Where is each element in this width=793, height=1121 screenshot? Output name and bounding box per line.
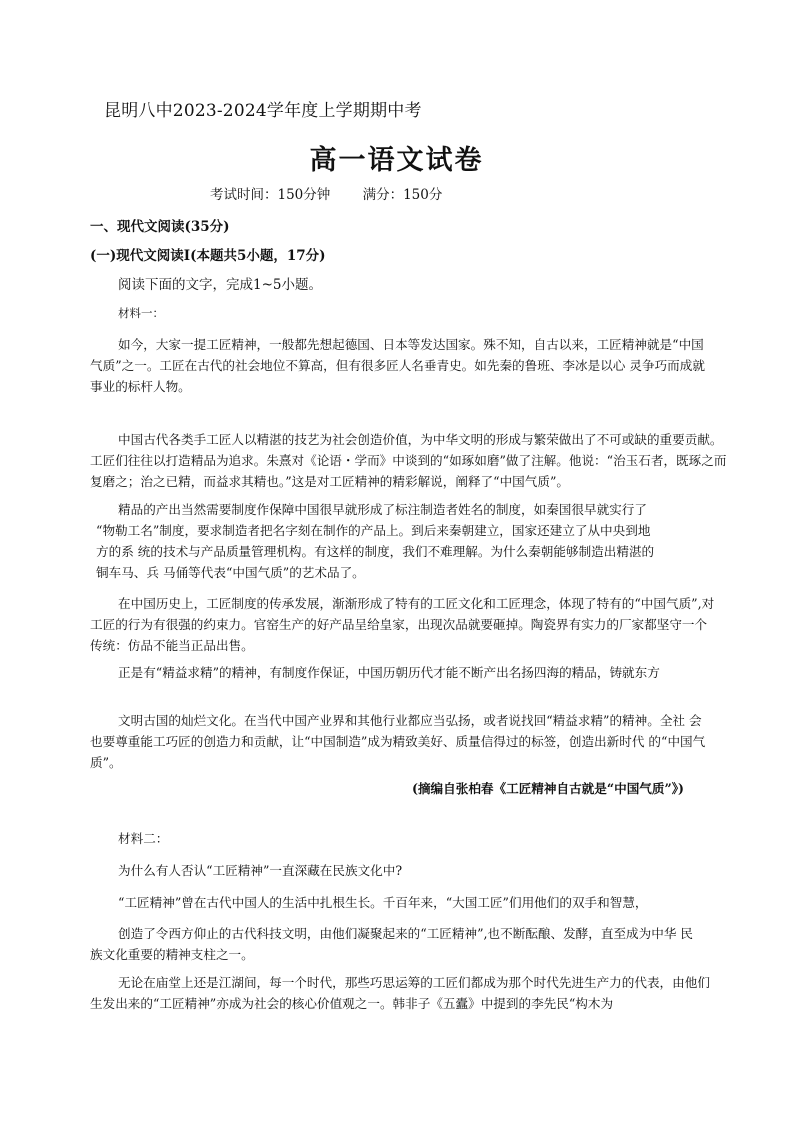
material-1-label: 材料一： <box>118 306 164 320</box>
exam-score: 满分：150分 <box>362 187 443 203</box>
material-1-paragraph-3-line-4: 铜车马、兵 马俑等代表“中国气质”的艺术品了。 <box>96 565 365 580</box>
school-line: 昆明八中2023-2024学年度上学期期中考 <box>104 101 422 121</box>
material-1-source: (摘编自张柏春《工匠精神自古就是“中国气质”》) <box>412 781 684 796</box>
exam-meta <box>210 183 470 203</box>
reading-instruction: 阅读下面的文字，完成1~5小题。 <box>118 277 322 293</box>
exam-title: 高一语文试卷 <box>309 145 484 176</box>
material-1-paragraph-3-line-3: 方的系 统的技术与产品质量管理机构。有这样的制度，我们不难理解。为什么秦朝能够制造出精湛的 <box>96 544 655 559</box>
material-2-paragraph-1: 为什么有人否认“工匠精神”一直深藏在民族文化中? <box>118 863 403 878</box>
material-1-paragraph-3-line-2: “物勒工名”制度，要求制造者把名字刻在制作的产品上。到后来秦朝建立，国家还建立了从中央到地 <box>96 523 651 538</box>
material-2-paragraph-2: “工匠精神”曾在古代中国人的生活中扎根生长。千百年来，“大国工匠”们用他们的双手和智慧， <box>118 895 648 910</box>
material-1-paragraph-1: 如今，大家一提工匠精神，一般都先想起德国、日本等发达国家。殊不知，自古以来，工匠精神就是“中国气质”之一。工匠在古代的社会地位不算高，但有很多匠人名垂青史。如先秦的鲁班、李冰是以心 灵争巧而成就事业的标杆人物。 <box>90 337 705 394</box>
exam-time: 考试时间：150分钟 <box>210 187 331 203</box>
material-1-paragraph-4: 在中国历史上，工匠制度的传承发展，渐渐形成了特有的工匠文化和工匠理念，体现了特有的“中国气质”,对工匠的行为有很强的约束力。官窑生产的好产品呈给皇家，出现次品就要砸掉。陶瓷界有实力的厂家都坚守一个传统：仿品不能当正品出售。 <box>90 596 715 653</box>
material-1-paragraph-2: 中国古代各类手工匠人以精湛的技艺为社会创造价值，为中华文明的形成与繁荣做出了不可或缺的重要贡献。工匠们往往以打造精品为追求。朱熹对《论语・学而》中谈到的“如琢如磨”做了注解。他说：“治玉石者，既琢之而复磨之；治之已精，而益求其精也。”这是对工匠精神的精彩解说，阐释了“中国气质”。 <box>90 432 727 489</box>
material-1-paragraph-6: 文明古国的灿烂文化。在当代中国产业界和其他行业都应当弘扬，或者说找回“精益求精”的精神。全社 会也要尊重能工巧匠的创造力和贡献，让“中国制造”成为精致美好、质量信得过的标签，创造出新时代 的“中国气质”。 <box>90 713 706 770</box>
material-1-paragraph-5: 正是有“精益求精”的精神，有制度作保证，中国历朝历代才能不断产出名扬四海的精品，铸就东方 <box>118 665 660 680</box>
material-2-label: 材料二： <box>118 831 169 846</box>
material-2-paragraph-3: 创造了令西方仰止的古代科技文明，由他们凝聚起来的“工匠精神”,也不断酝酿、发酵，直至成为中华 民族文化重要的精神支柱之一。 <box>90 926 694 962</box>
material-2-paragraph-4: 无论在庙堂上还是江湖间，每一个时代，那些巧思运筹的工匠们都成为那个时代先进生产力的代表，由他们生发出来的“工匠精神”亦成为社会的核心价值观之一。韩非子《五蠹》中提到的李先民“构木为 <box>90 975 710 1011</box>
material-1-paragraph-3-line-1: 精品的产出当然需要制度作保障中国很早就形成了标注制造者姓名的制度，如秦国很早就实行了 <box>118 502 647 517</box>
section-heading-1: 一、现代文阅读(35分) <box>90 219 230 235</box>
section-heading-1-1: (一)现代文阅读I(本题共5小题，17分) <box>90 248 326 264</box>
